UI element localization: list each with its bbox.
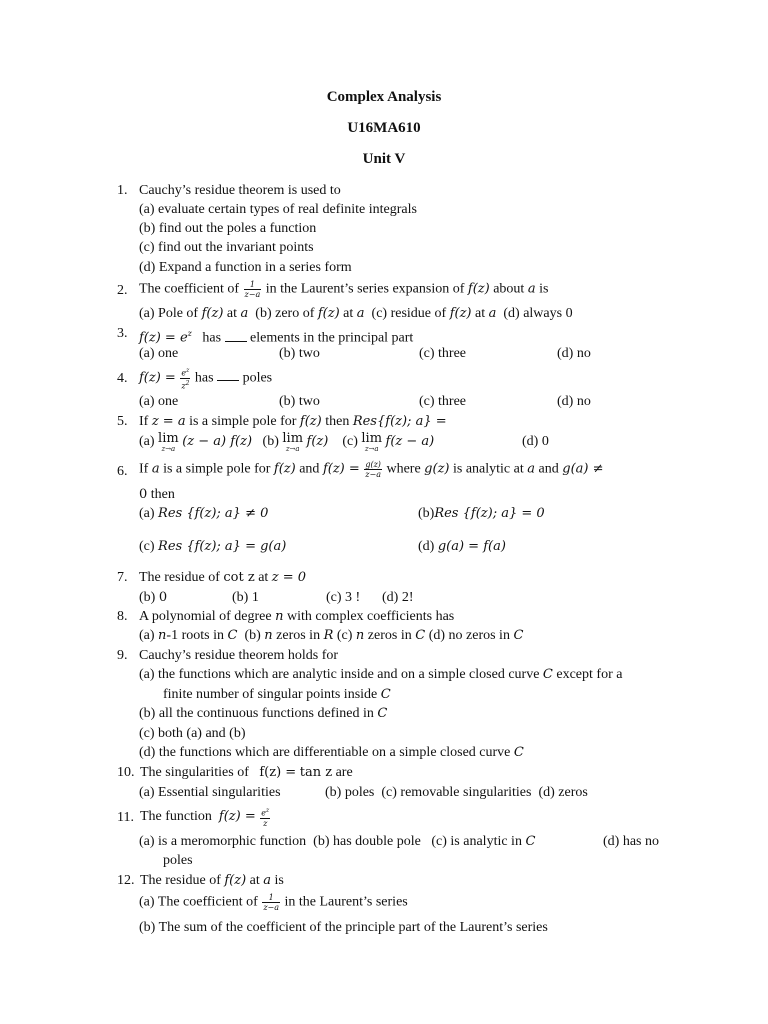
q10-options-bcd: (b) poles (c) removable singularities (d) zeros [325,785,588,800]
q7-option-b: (b) 1 [232,590,259,605]
q6-option-b: (b)Res {f(z); a} = 0 [418,506,545,521]
q1-option-d: (d) Expand a function in a series form [139,260,352,275]
q12-option-a: (a) The coefficient of $\frac{1}{z-a}$ in the Laurent’s series [139,893,408,912]
q4-option-a: (a) one [139,394,179,409]
q1-number: 1. [117,183,128,198]
q5-option-d: (d) 0 [522,434,549,449]
q7-text: The residue of cot z at z = 0 [139,570,307,585]
q6-option-a: (a) Res {f(z); a} ≠ 0 [139,506,269,521]
q8-options: (a) n-1 roots in C (b) n zeros in R (c) n zeros in C (d) no zeros in C [139,628,524,643]
q10-text: The singularities of f(z) = tan z are [140,765,353,780]
q5-number: 5. [117,414,128,429]
q12-text: The residue of f(z) at a is [140,873,284,888]
q5-options: (a) lim z→a (z − a) f(z) (b) lim z→a f(z) (c) lim z→a f(z − a) [139,431,435,453]
q7-option-a: (b) 0 [139,590,168,605]
q2-fraction: $\frac{1}{z-a}$ [244,280,261,299]
q3-number: 3. [117,326,128,341]
q11-option-d: (d) has no [603,834,659,849]
q11-text: The function f(z) = $\frac{e^z}{z}$ [140,807,270,828]
q5-text: If z = a is a simple pole for f(z) then Res{f(z); a} = [139,414,447,429]
q11-number: 11. [117,810,134,825]
q9-option-b: (b) all the continuous functions defined in C [139,706,388,721]
q4-option-c: (c) three [419,394,467,409]
q9-option-c: (c) both (a) and (b) [139,726,246,741]
q6-fraction: $\frac{g(z)}{z-a}$ [365,460,381,479]
q6-number: 6. [117,464,128,479]
q8-number: 8. [117,609,128,624]
q4-option-b: (b) two [279,394,320,409]
q6-option-c: (c) Res {f(z); a} = g(a) [139,539,287,554]
document-title: Complex Analysis [326,89,442,105]
q6-text-line2: 0 then [139,487,175,502]
q9-option-a-cont: finite number of singular points inside C [163,687,391,702]
q4-text: f(z) = $\frac{e^z}{z^2}$ has poles [139,367,273,391]
q9-option-a: (a) the functions which are analytic inside and on a simple closed curve C except for a [139,667,623,682]
q2-number: 2. [117,283,128,298]
q12-fraction: $\frac{1}{z-a}$ [263,893,279,912]
q2-pre: The coefficient of [139,281,240,297]
q8-text: A polynomial of degree n with complex coefficients has [139,609,455,624]
q4-number: 4. [117,371,128,386]
q1-option-c: (c) find out the invariant points [139,240,314,255]
q2-options: (a) Pole of f(z) at a (b) zero of f(z) at a (c) residue of f(z) at a (d) always 0 [139,306,573,321]
q1-text: Cauchy’s residue theorem is used to [139,183,341,198]
q9-text: Cauchy’s residue theorem holds for [139,648,339,663]
q3-option-b: (b) two [279,346,320,361]
q6-option-d: (d) g(a) = f(a) [418,539,506,554]
course-code: U16MA610 [347,120,421,136]
q12-option-b: (b) The sum of the coefficient of the principle part of the Laurent’s series [139,920,548,935]
q6-text: If a is a simple pole for f(z) and f(z) = $\frac{g(z)}{z-a}$ where g(z) is analytic at a and g(a) ≠ [139,460,604,479]
q3-text: $f(z) = e^z$ has elements in the principal part [139,329,414,346]
q3-option-d: (d) no [557,346,591,361]
q4-option-d: (d) no [557,394,591,409]
q9-number: 9. [117,648,128,663]
q11-options: (a) is a meromorphic function (b) has double pole (c) is analytic in C [139,834,536,849]
q3-blank [225,329,247,342]
q9-option-d: (d) the functions which are differentiable on a simple closed curve C [139,745,524,760]
q4-blank [217,368,239,381]
q1-option-a: (a) evaluate certain types of real definite integrals [139,202,417,217]
q11-fraction: $\frac{e^z}{z}$ [261,807,270,828]
q1-option-b: (b) find out the poles a function [139,221,317,236]
q11-option-d-cont: poles [163,853,193,868]
q7-number: 7. [117,570,128,585]
unit-heading: Unit V [362,151,406,167]
q10-number: 10. [117,765,135,780]
q10-option-a: (a) Essential singularities [139,785,281,800]
q3-option-a: (a) one [139,346,179,361]
q2-text: The coefficient of $\frac{1}{z-a}$ in the Laurent’s series expansion of f(z) about a is [139,280,549,299]
q7-option-c: (c) 3 ! [326,590,361,605]
q7-option-d: (d) 2! [382,590,414,605]
q3-option-c: (c) three [419,346,467,361]
q4-fraction: $\frac{e^z}{z^2}$ [181,367,190,391]
q12-number: 12. [117,873,135,888]
q2-mid: in the Laurent’s series expansion of [265,281,465,297]
